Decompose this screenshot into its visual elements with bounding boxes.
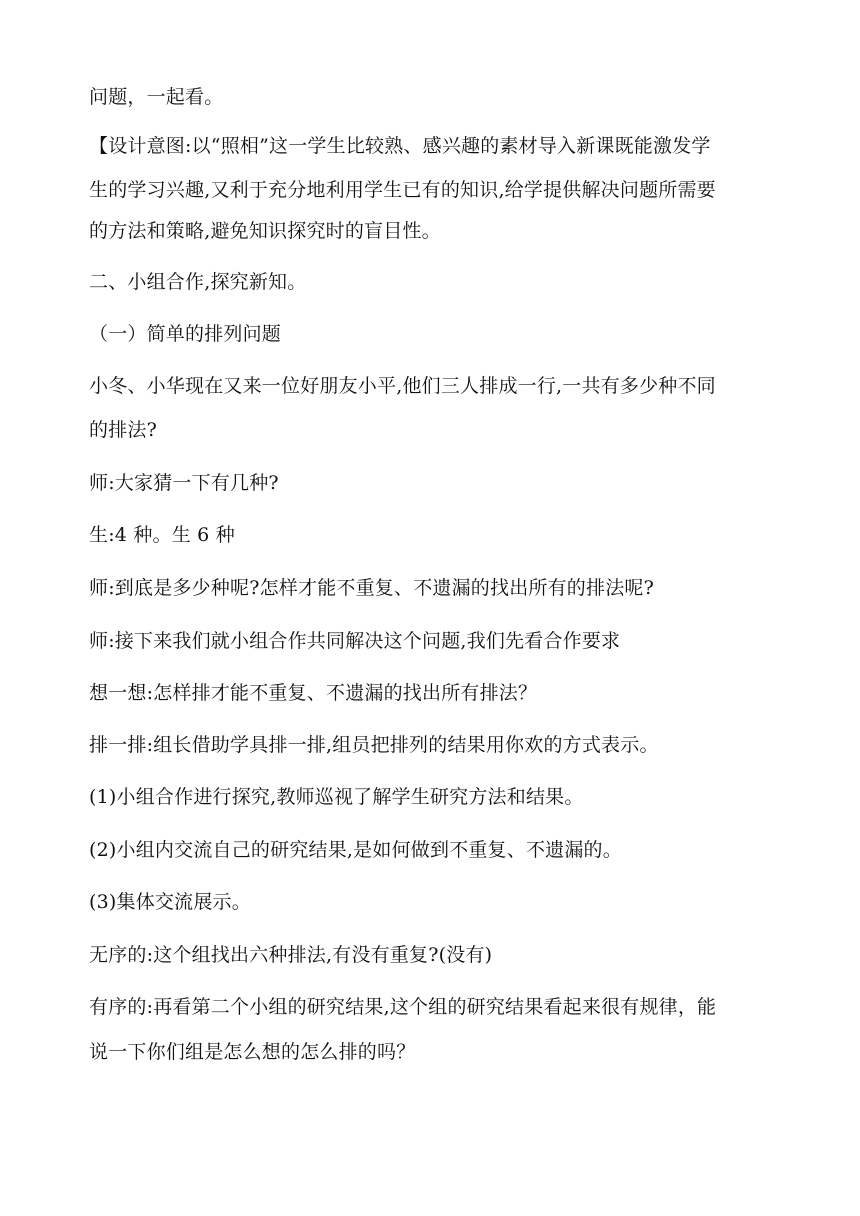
text-line: 的方法和策略,避免知识探究时的盲目性。 [89,220,441,242]
text-line: 有序的:再看第二个小组的研究结果,这个组的研究结果看起来很有规律，能 [89,996,717,1018]
text-line: 想一想:怎样排才能不重复、不遗漏的找出所有排法？ [89,682,538,704]
text-line: 无序的:这个组找出六种排法,有没有重复?(没有) [89,944,493,966]
text-line: (3)集体交流展示。 [89,891,251,913]
text-line: 师:到底是多少种呢?怎样才能不重复、不遗漏的找出所有的排法呢? [89,577,654,599]
text-line: 说一下你们组是怎么想的怎么排的吗？ [89,1041,416,1063]
text-line: (1)小组合作进行探究,教师巡视了解学生研究方法和结果。 [89,786,584,808]
design-intent-line: 【设计意图:以“照相”这一学生比较熟、感兴趣的素材导入新课既能激发学 [89,135,711,157]
text-line: (2)小组内交流自己的研究结果,是如何做到不重复、不遗漏的。 [89,839,622,861]
subsection-heading: （一）简单的排列问题 [89,323,282,345]
text-line: 生:4 种。生 6 种 [89,524,235,546]
text-line: 师:大家猜一下有几种? [89,472,279,494]
text-line: 问题，一起看。 [89,86,224,108]
text-line: 师:接下来我们就小组合作共同解决这个问题,我们先看合作要求 [89,630,621,652]
text-line: 小冬、小华现在又来一位好朋友小平,他们三人排成一行,一共有多少种不同 [89,375,716,397]
text-line: 生的学习兴趣,又利于充分地利用学生已有的知识,给学提供解决问题所需要 [89,179,716,201]
text-line: 排一排:组长借助学具排一排,组员把排列的结果用你欢的方式表示。 [89,734,659,756]
section-heading: 二、小组合作,探究新知。 [89,271,307,293]
text-line: 的排法? [89,419,157,441]
